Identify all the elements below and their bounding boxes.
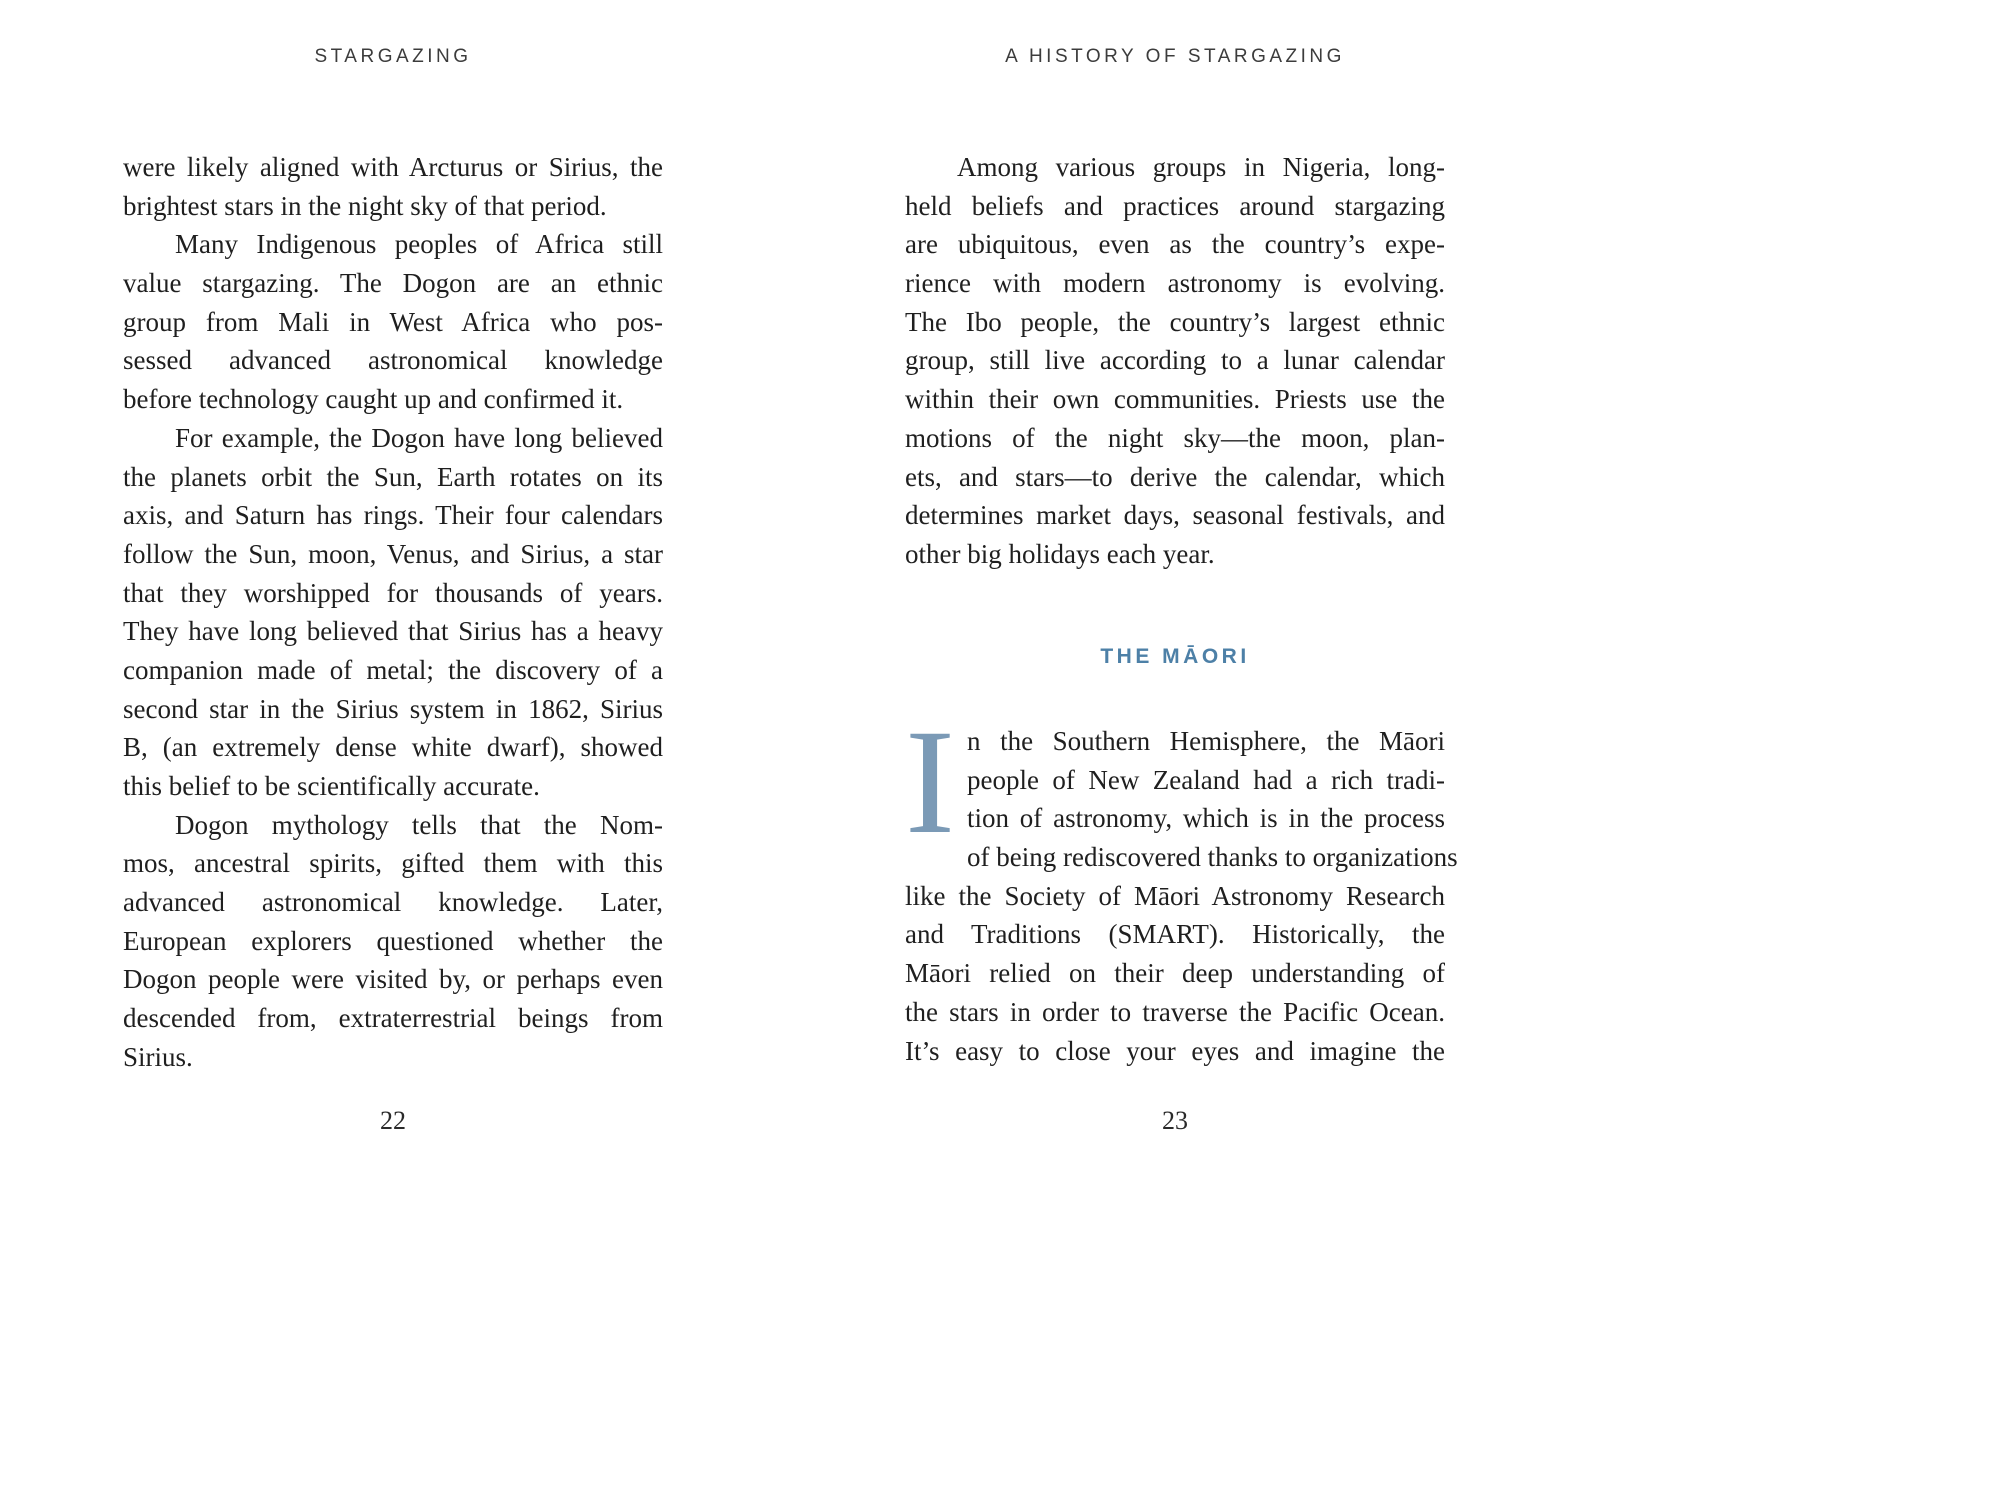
text-line: value stargazing. The Dogon are an ethnic [123, 268, 663, 299]
text-line: like the Society of Māori Astronomy Research [905, 880, 1445, 911]
text-line: held beliefs and practices around stargazing [905, 190, 1445, 221]
text-line: group, still live according to a lunar calendar [905, 345, 1445, 376]
text-line: They have long believed that Sirius has a heavy [123, 616, 663, 647]
text-line: mos, ancestral spirits, gifted them with this [123, 848, 663, 879]
running-head-right: A HISTORY OF STARGAZING [1005, 46, 1345, 67]
text-line: tion of astronomy, which is in the process [967, 803, 1445, 834]
text-line: second star in the Sirius system in 1862, Sirius [123, 693, 663, 724]
text-line: B, (an extremely dense white dwarf), showed [123, 732, 663, 763]
text-line: The Ibo people, the country’s largest ethnic [905, 306, 1445, 337]
right-page-paragraph-maori [905, 699, 1458, 1070]
text-line: other big holidays each year. [905, 538, 1215, 569]
text-line: Māori relied on their deep understanding of [905, 958, 1445, 989]
text-line: of being rediscovered thanks to organizations [967, 842, 1458, 873]
text-line: Sirius. [123, 1041, 193, 1072]
text-line: rience with modern astronomy is evolving. [905, 268, 1445, 299]
text-line: For example, the Dogon have long believed [175, 422, 663, 453]
running-head-left: STARGAZING [314, 46, 472, 67]
text-line: and Traditions (SMART). Historically, the [905, 919, 1445, 950]
text-line: descended from, extraterrestrial beings from [123, 1003, 663, 1034]
text-line: determines market days, seasonal festivals, and [905, 500, 1445, 531]
right-page-paragraph-nigeria [905, 148, 1445, 574]
text-line: It’s easy to close your eyes and imagine the [905, 1035, 1445, 1066]
page-number-left: 22 [380, 1106, 406, 1135]
drop-cap-letter: I [905, 699, 955, 865]
text-line: ets, and stars—to derive the calendar, which [905, 461, 1445, 492]
text-line: Among various groups in Nigeria, long- [957, 152, 1445, 182]
page-number-right: 23 [1162, 1106, 1188, 1135]
text-line: the stars in order to traverse the Pacific Ocean. [905, 996, 1445, 1027]
text-line: sessed advanced astronomical knowledge [123, 345, 663, 376]
text-line: European explorers questioned whether the [123, 925, 663, 956]
text-line: people of New Zealand had a rich tradi- [967, 764, 1445, 795]
text-line: brightest stars in the night sky of that period. [123, 190, 607, 221]
text-line: this belief to be scientifically accurate. [123, 771, 540, 801]
text-line: advanced astronomical knowledge. Later, [123, 887, 663, 918]
maori-paragraph-lines [905, 699, 1458, 1070]
text-line: the planets orbit the Sun, Earth rotates on its [123, 461, 663, 492]
text-line: group from Mali in West Africa who pos- [123, 306, 663, 337]
text-line: Dogon mythology tells that the Nom- [175, 809, 663, 840]
text-line: follow the Sun, moon, Venus, and Sirius, a star [123, 538, 663, 569]
text-line: n the Southern Hemisphere, the Māori [967, 726, 1445, 756]
text-line: within their own communities. Priests use the [905, 384, 1445, 415]
section-heading-the-maori: THE MĀORI [1100, 645, 1250, 668]
text-line: are ubiquitous, even as the country’s expe- [905, 229, 1445, 260]
text-line: Many Indigenous peoples of Africa still [175, 229, 663, 260]
text-line: that they worshipped for thousands of years. [123, 577, 663, 608]
text-line: Dogon people were visited by, or perhaps even [123, 964, 663, 995]
text-line: axis, and Saturn has rings. Their four calendars [123, 500, 663, 531]
left-page-body-text [123, 148, 663, 1077]
text-line: before technology caught up and confirmed it. [123, 384, 624, 415]
text-line: motions of the night sky—the moon, plan- [905, 422, 1445, 453]
text-line: companion made of metal; the discovery of a [123, 654, 663, 685]
text-line: were likely aligned with Arcturus or Sirius, the [123, 152, 663, 182]
